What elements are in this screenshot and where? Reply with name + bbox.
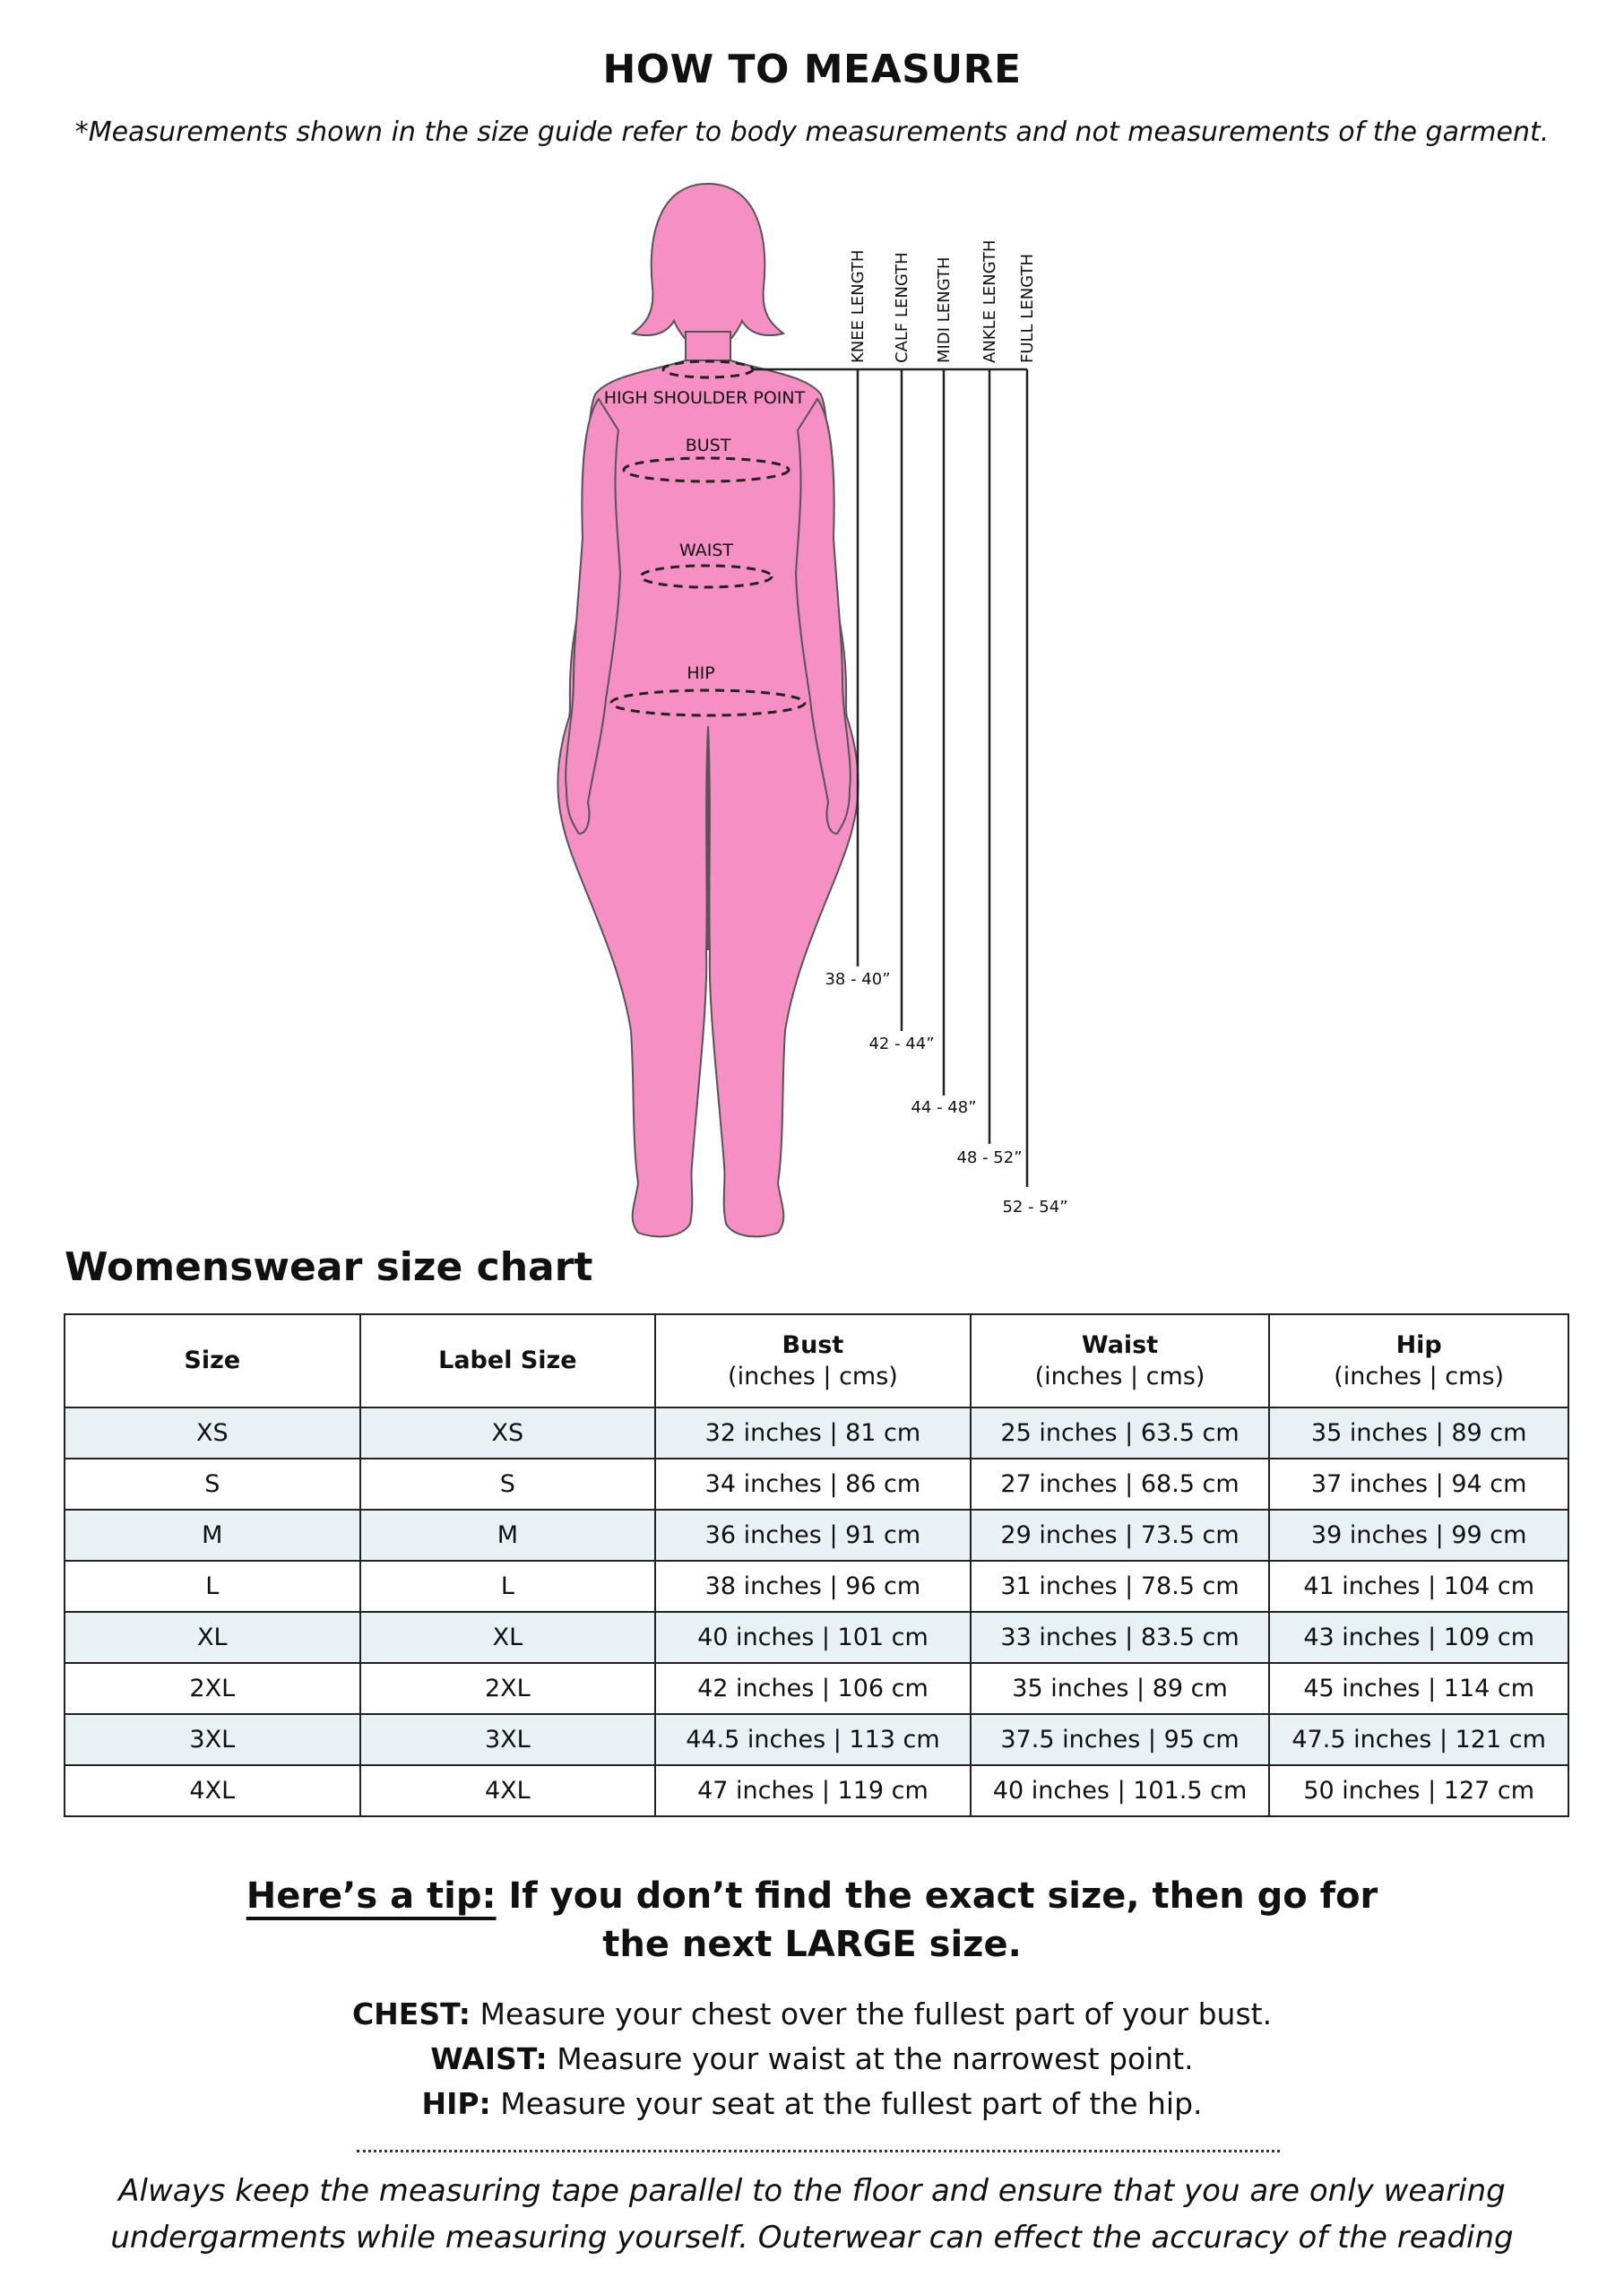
cell-bust: 38 inches | 96 cm <box>655 1561 971 1612</box>
cell-hip: 39 inches | 99 cm <box>1269 1510 1568 1561</box>
header-size: Size <box>65 1314 360 1407</box>
measurement-figure <box>0 175 1624 1242</box>
cell-hip: 41 inches | 104 cm <box>1269 1561 1568 1612</box>
label-high-shoulder: HIGH SHOULDER POINT <box>603 388 806 408</box>
cell-waist: 33 inches | 83.5 cm <box>971 1612 1270 1663</box>
guide-chest <box>0 1992 1624 2037</box>
cell-size: M <box>65 1510 360 1561</box>
head-shape <box>633 184 783 350</box>
cell-size: 4XL <box>65 1765 360 1816</box>
guide-waist <box>0 2037 1624 2082</box>
cell-label-size: 3XL <box>360 1714 656 1765</box>
table-row <box>65 1765 1568 1816</box>
cell-size: 2XL <box>65 1663 360 1714</box>
cell-bust: 47 inches | 119 cm <box>655 1765 971 1816</box>
guide-chest-label: CHEST: <box>351 1996 471 2031</box>
cell-hip: 47.5 inches | 121 cm <box>1269 1714 1568 1765</box>
guide-hip-text: Measure your seat at the fullest part of the hip. <box>490 2086 1203 2121</box>
cell-hip: 35 inches | 89 cm <box>1269 1407 1568 1459</box>
cell-bust: 34 inches | 86 cm <box>655 1459 971 1510</box>
cell-waist: 27 inches | 68.5 cm <box>971 1459 1270 1510</box>
guide-chest-text: Measure your chest over the fullest part of your bust. <box>471 1996 1273 2031</box>
range-knee: 38 - 40” <box>825 970 891 989</box>
cell-waist: 35 inches | 89 cm <box>971 1663 1270 1714</box>
guide-waist-label: WAIST: <box>430 2041 548 2076</box>
cell-label-size: S <box>360 1459 656 1510</box>
guide-waist-text: Measure your waist at the narrowest point. <box>547 2041 1194 2076</box>
cell-size: 3XL <box>65 1714 360 1765</box>
cell-size: XL <box>65 1612 360 1663</box>
cell-waist: 31 inches | 78.5 cm <box>971 1561 1270 1612</box>
header-label-size: Label Size <box>360 1314 656 1407</box>
label-midi-length: MIDI LENGTH <box>935 256 954 363</box>
range-midi: 44 - 48” <box>911 1098 977 1117</box>
cell-bust: 40 inches | 101 cm <box>655 1612 971 1663</box>
cell-hip: 45 inches | 114 cm <box>1269 1663 1568 1714</box>
table-row <box>65 1663 1568 1714</box>
label-calf-length: CALF LENGTH <box>893 252 911 363</box>
range-full: 52 - 54” <box>1002 1198 1068 1217</box>
cell-label-size: XS <box>360 1407 656 1459</box>
note-line-1: Always keep the measuring tape parallel to the floor and ensure that you are only wearing <box>118 2173 1506 2209</box>
table-row <box>65 1510 1568 1561</box>
cell-hip: 50 inches | 127 cm <box>1269 1765 1568 1816</box>
cell-waist: 37.5 inches | 95 cm <box>971 1714 1270 1765</box>
cell-label-size: 4XL <box>360 1765 656 1816</box>
header-hip: Hip (inches | cms) <box>1269 1314 1568 1407</box>
cell-label-size: XL <box>360 1612 656 1663</box>
label-ankle-length: ANKLE LENGTH <box>980 239 999 363</box>
cell-waist: 25 inches | 63.5 cm <box>971 1407 1270 1459</box>
label-bust: BUST <box>685 436 731 455</box>
page-subtitle: *Measurements shown in the size guide refer to body measurements and not measurements of the garment. <box>74 117 1550 148</box>
cell-bust: 44.5 inches | 113 cm <box>655 1714 971 1765</box>
guide-hip-label: HIP: <box>421 2086 491 2121</box>
cell-size: L <box>65 1561 360 1612</box>
cell-waist: 29 inches | 73.5 cm <box>971 1510 1270 1561</box>
table-row <box>65 1561 1568 1612</box>
size-chart-table <box>64 1313 1569 1817</box>
tip-line-1-rest: If you don’t find the exact size, then go for <box>496 1875 1378 1917</box>
tip-lead: Here’s a tip: <box>246 1875 497 1917</box>
footer-note <box>0 2168 1624 2261</box>
cell-bust: 32 inches | 81 cm <box>655 1407 971 1459</box>
table-row <box>65 1714 1568 1765</box>
page-title: HOW TO MEASURE <box>602 47 1022 92</box>
dotted-divider <box>357 2150 1280 2152</box>
cell-label-size: M <box>360 1510 656 1561</box>
table-row <box>65 1612 1568 1663</box>
cell-size: S <box>65 1459 360 1510</box>
guide-hip <box>0 2082 1624 2126</box>
label-full-length: FULL LENGTH <box>1018 253 1037 363</box>
tip-block <box>0 1872 1624 1969</box>
cell-hip: 37 inches | 94 cm <box>1269 1459 1568 1510</box>
note-line-2: undergarments while measuring yourself. Outerwear can effect the accuracy of the reading <box>110 2220 1514 2256</box>
header-bust: Bust (inches | cms) <box>655 1314 971 1407</box>
cell-hip: 43 inches | 109 cm <box>1269 1612 1568 1663</box>
tip-line-1 <box>0 1872 1624 1920</box>
range-ankle: 48 - 52” <box>956 1148 1023 1167</box>
table-row <box>65 1407 1568 1459</box>
size-chart-heading: Womenswear size chart <box>65 1244 593 1290</box>
label-waist: WAIST <box>678 541 734 560</box>
body-silhouette <box>557 184 858 1236</box>
table-header-row <box>65 1314 1568 1407</box>
range-calf: 42 - 44” <box>868 1035 935 1053</box>
label-knee-length: KNEE LENGTH <box>849 249 868 363</box>
header-waist: Waist (inches | cms) <box>971 1314 1270 1407</box>
cell-bust: 36 inches | 91 cm <box>655 1510 971 1561</box>
cell-bust: 42 inches | 106 cm <box>655 1663 971 1714</box>
cell-label-size: L <box>360 1561 656 1612</box>
table-row <box>65 1459 1568 1510</box>
measure-guide <box>0 1992 1624 2126</box>
label-hip: HIP <box>687 663 715 683</box>
cell-waist: 40 inches | 101.5 cm <box>971 1765 1270 1816</box>
cell-label-size: 2XL <box>360 1663 656 1714</box>
tip-line-2: the next LARGE size. <box>602 1924 1022 1965</box>
cell-size: XS <box>65 1407 360 1459</box>
